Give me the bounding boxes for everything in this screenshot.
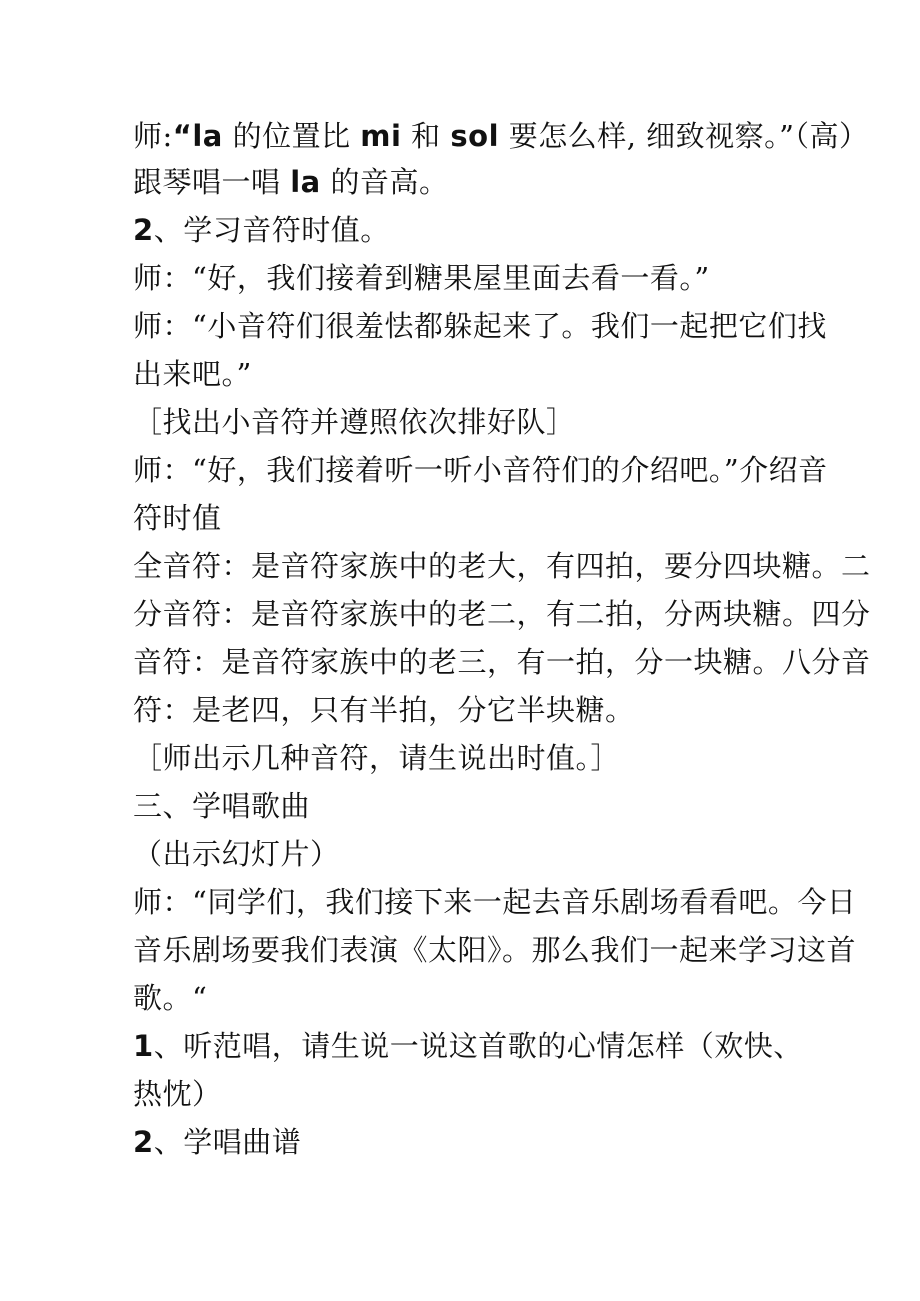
item-number: 1 <box>133 1029 154 1063</box>
section-heading-2 <box>133 210 390 250</box>
paragraph-line-12: 音符：是音符家族中的老三，有一拍，分一块糖。八分音 <box>133 645 871 679</box>
item-text: 、听范唱，请生说一说这首歌的心情怎样（欢快、 <box>153 1029 803 1063</box>
note-mi: mi <box>360 119 402 153</box>
text-segment: 的位置比 <box>222 119 361 153</box>
text-segment: 跟琴唱一唱 <box>133 165 291 199</box>
paragraph-line-2 <box>133 162 448 202</box>
item-number: 2 <box>133 1125 154 1159</box>
list-item-1 <box>133 1026 803 1066</box>
note-la: la <box>290 165 321 199</box>
paragraph-line-16: （出示幻灯片） <box>133 837 340 871</box>
paragraph-line-7: ［找出小音符并遵照依次排好队］ <box>133 405 576 439</box>
paragraph-line-11: 分音符：是音符家族中的老二，有二拍，分两块糖。四分 <box>133 597 871 631</box>
speaker-label: 师: <box>133 119 173 153</box>
section-title: 、学习音符时值。 <box>153 213 390 247</box>
paragraph-line-19: 歌。“ <box>133 981 208 1015</box>
item-text: 、学唱曲谱 <box>153 1125 302 1159</box>
paragraph-line-4: 师：“好，我们接着到糖果屋里面去看一看。” <box>133 261 710 295</box>
paragraph-line-10: 全音符：是音符家族中的老大，有四拍，要分四块糖。二 <box>133 549 871 583</box>
paragraph-line-9: 符时值 <box>133 501 222 535</box>
section-number: 2 <box>133 213 154 247</box>
paragraph-line-18: 音乐剧场要我们表演《太阳》。那么我们一起来学习这首 <box>133 933 857 967</box>
paragraph-line-6: 出来吧。” <box>133 357 252 391</box>
paragraph-line-15: 三、学唱歌曲 <box>133 789 311 823</box>
text-segment: 和 <box>401 119 451 153</box>
note-la: “la <box>172 119 223 153</box>
note-sol: sol <box>450 119 500 153</box>
text-segment: 要怎么样, 细致视察。”（高） <box>499 119 869 153</box>
paragraph-line-13: 符：是老四，只有半拍，分它半块糖。 <box>133 693 635 727</box>
paragraph-line-8: 师：“好，我们接着听一听小音符们的介绍吧。”介绍音 <box>133 453 828 487</box>
list-item-2 <box>133 1122 301 1162</box>
text-segment: 的音高。 <box>320 165 449 199</box>
paragraph-line-17: 师：“同学们，我们接下来一起去音乐剧场看看吧。今日 <box>133 885 857 919</box>
paragraph-line-21: 热忱） <box>133 1077 222 1111</box>
paragraph-line-14: ［师出示几种音符，请生说出时值。］ <box>133 741 621 775</box>
paragraph-line-5: 师：“小音符们很羞怯都躲起来了。我们一起把它们找 <box>133 309 827 343</box>
paragraph-line-1 <box>133 116 869 156</box>
